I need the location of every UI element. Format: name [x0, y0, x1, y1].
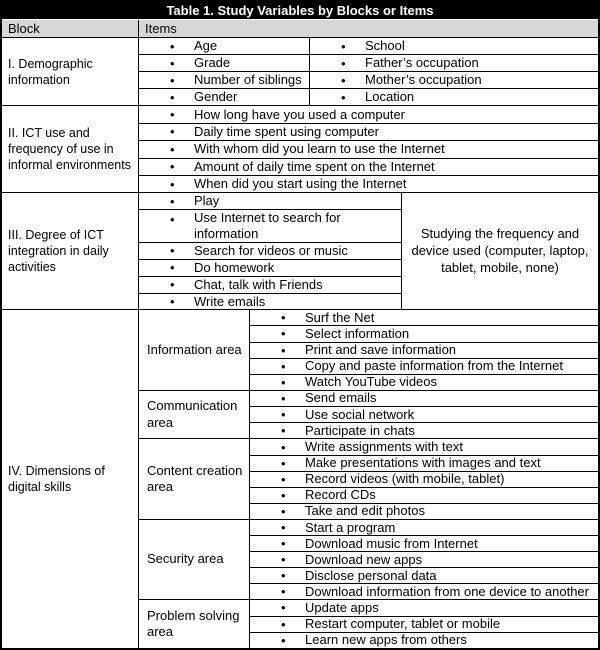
frequency-note-cell: Studying the frequency and device used (computer, laptop, tablet, mobile, none): [411, 226, 589, 275]
bullet-icon: •: [170, 55, 175, 71]
bullet-icon: •: [170, 293, 175, 309]
area-label: Security area: [139, 520, 250, 599]
item-cell: [139, 89, 310, 105]
item-text: Make presentations with images and text: [305, 455, 541, 471]
block-label: III. Degree of ICT integration in daily activities: [2, 193, 139, 309]
item-text: Play: [194, 193, 220, 209]
item-text: Number of siblings: [194, 72, 302, 88]
item-text: Download new apps: [305, 551, 423, 567]
item-text: Location: [365, 89, 415, 105]
block3-items-column: [139, 193, 402, 309]
bullet-icon: •: [281, 552, 286, 568]
bullet-icon: •: [170, 141, 175, 157]
area-label: Content creation area: [139, 439, 250, 518]
item-row: [139, 106, 598, 123]
column-header-row: [2, 20, 598, 38]
item-row: [250, 456, 598, 472]
item-row: [250, 310, 598, 326]
item-row: [250, 359, 598, 375]
area-group-security: [139, 520, 598, 600]
item-text: Chat, talk with Friends: [194, 276, 323, 292]
bullet-icon: •: [170, 159, 175, 175]
item-text: Father’s occupation: [365, 55, 479, 71]
bullet-icon: •: [281, 632, 286, 648]
block-label: IV. Dimensions of digital skills: [2, 310, 139, 648]
item-text: Restart computer, tablet or mobile: [305, 616, 501, 632]
item-row: [250, 552, 598, 568]
area-group-communication: [139, 391, 598, 440]
item-text: Record videos (with mobile, tablet): [305, 471, 505, 487]
bullet-icon: •: [281, 584, 286, 600]
item-row: [250, 536, 598, 552]
item-text: Search for videos or music: [194, 243, 348, 258]
item-text: School: [365, 38, 405, 54]
area-group-content-creation: [139, 439, 598, 519]
item-text: Use social network: [305, 406, 415, 422]
item-text: Copy and paste information from the Internet: [305, 358, 563, 374]
item-text: Take and edit photos: [305, 503, 425, 519]
item-text: Daily time spent using computer: [194, 124, 379, 140]
item-row: [250, 407, 598, 423]
item-cell: [139, 38, 310, 54]
item-text: Grade: [194, 55, 231, 71]
table-title: Table 1. Study Variables by Blocks or Items: [2, 2, 598, 20]
bullet-icon: •: [281, 600, 286, 616]
bullet-icon: •: [170, 176, 175, 192]
bullet-icon: •: [281, 471, 286, 487]
item-row: [139, 176, 598, 192]
item-text: Send emails: [305, 390, 377, 406]
item-row: [139, 277, 401, 294]
item-text: Watch YouTube videos: [305, 374, 438, 390]
item-row: [139, 294, 401, 310]
block-label: I. Demographic information: [2, 38, 139, 105]
bullet-icon: •: [281, 310, 286, 326]
item-row: [250, 633, 598, 648]
item-text: Download information from one device to another: [305, 583, 589, 599]
item-row: [139, 89, 598, 105]
bullet-icon: •: [170, 212, 175, 228]
bullet-icon: •: [281, 439, 286, 455]
bullet-icon: •: [170, 124, 175, 140]
item-text: Disclose personal data: [305, 567, 437, 583]
item-text: Download music from Internet: [305, 535, 478, 551]
item-text: Learn new apps from others: [305, 632, 467, 648]
item-text: When did you start using the Internet: [194, 176, 407, 192]
block-row-demographic: [2, 38, 598, 106]
item-text: Write emails: [194, 293, 266, 309]
bullet-icon: •: [341, 89, 346, 105]
item-text: Surf the Net: [305, 309, 375, 325]
bullet-icon: •: [281, 342, 286, 358]
bullet-icon: •: [281, 374, 286, 390]
item-row: [250, 343, 598, 359]
item-cell: [310, 89, 598, 105]
item-text: Participate in chats: [305, 422, 415, 438]
bullet-icon: •: [281, 326, 286, 342]
bullet-icon: •: [281, 455, 286, 471]
item-cell: [310, 72, 598, 88]
column-header-items: Items: [145, 21, 177, 36]
bullet-icon: •: [170, 277, 175, 293]
bullet-icon: •: [281, 568, 286, 584]
item-text: With whom did you learn to use the Internet: [194, 141, 445, 157]
item-cell: [139, 72, 310, 88]
item-cell: [310, 38, 598, 54]
area-label: Communication area: [139, 391, 250, 439]
item-row: [250, 326, 598, 342]
bullet-icon: •: [281, 503, 286, 519]
bullet-icon: •: [170, 89, 175, 105]
block-row-ict-integration: [2, 193, 598, 310]
item-row: [139, 210, 401, 243]
item-row: [139, 141, 598, 158]
item-row: [250, 520, 598, 536]
item-text: Start a program: [305, 519, 396, 535]
block-label: II. ICT use and frequency of use in informal environments: [2, 106, 139, 192]
item-text: How long have you used a computer: [194, 106, 406, 122]
area-group-information: [139, 310, 598, 390]
item-row: [250, 423, 598, 438]
item-row: [139, 55, 598, 72]
bullet-icon: •: [281, 536, 286, 552]
item-text: Amount of daily time spent on the Internet: [194, 158, 435, 174]
bullet-icon: •: [281, 423, 286, 439]
bullet-icon: •: [281, 616, 286, 632]
bullet-icon: •: [170, 38, 175, 54]
bullet-icon: •: [281, 487, 286, 503]
item-text: Select information: [305, 326, 410, 342]
block-row-ict-use: [2, 106, 598, 193]
bullet-icon: •: [341, 55, 346, 71]
bullet-icon: •: [170, 107, 175, 123]
bullet-icon: •: [170, 243, 175, 259]
bullet-icon: •: [281, 407, 286, 423]
item-row: [250, 568, 598, 584]
item-row: [250, 584, 598, 599]
item-row: [250, 617, 598, 633]
item-row: [139, 38, 598, 55]
bullet-icon: •: [281, 519, 286, 535]
bullet-icon: •: [281, 390, 286, 406]
bullet-icon: •: [281, 358, 286, 374]
area-label: Information area: [139, 310, 250, 389]
item-text: Use Internet to search for information: [194, 210, 341, 242]
item-row: [250, 488, 598, 504]
item-text: Write assignments with text: [305, 439, 463, 455]
item-row: [250, 504, 598, 519]
item-row: [250, 439, 598, 455]
item-text: Do homework: [194, 259, 275, 275]
item-row: [139, 193, 401, 210]
item-cell: [310, 55, 598, 71]
column-header-block: Block: [2, 20, 139, 37]
area-label: Problem solving area: [139, 600, 250, 648]
item-text: Gender: [194, 89, 238, 105]
item-row: [139, 243, 401, 260]
item-row: [250, 472, 598, 488]
item-row: [139, 159, 598, 176]
area-group-problem-solving: [139, 600, 598, 648]
bullet-icon: •: [341, 38, 346, 54]
item-row: [139, 260, 401, 277]
item-text: Record CDs: [305, 487, 376, 503]
block-row-digital-skills: [2, 310, 598, 648]
bullet-icon: •: [170, 260, 175, 276]
bullet-icon: •: [341, 72, 346, 88]
item-row: [139, 72, 598, 89]
bullet-icon: •: [170, 72, 175, 88]
item-text: Mother’s occupation: [365, 72, 482, 88]
item-text: Update apps: [305, 600, 379, 616]
bullet-icon: •: [170, 193, 175, 209]
item-cell: [139, 55, 310, 71]
item-row: [250, 375, 598, 390]
item-row: [250, 600, 598, 616]
item-text: Age: [194, 38, 218, 54]
item-row: [139, 124, 598, 141]
item-text: Print and save information: [305, 342, 457, 358]
item-row: [250, 391, 598, 407]
